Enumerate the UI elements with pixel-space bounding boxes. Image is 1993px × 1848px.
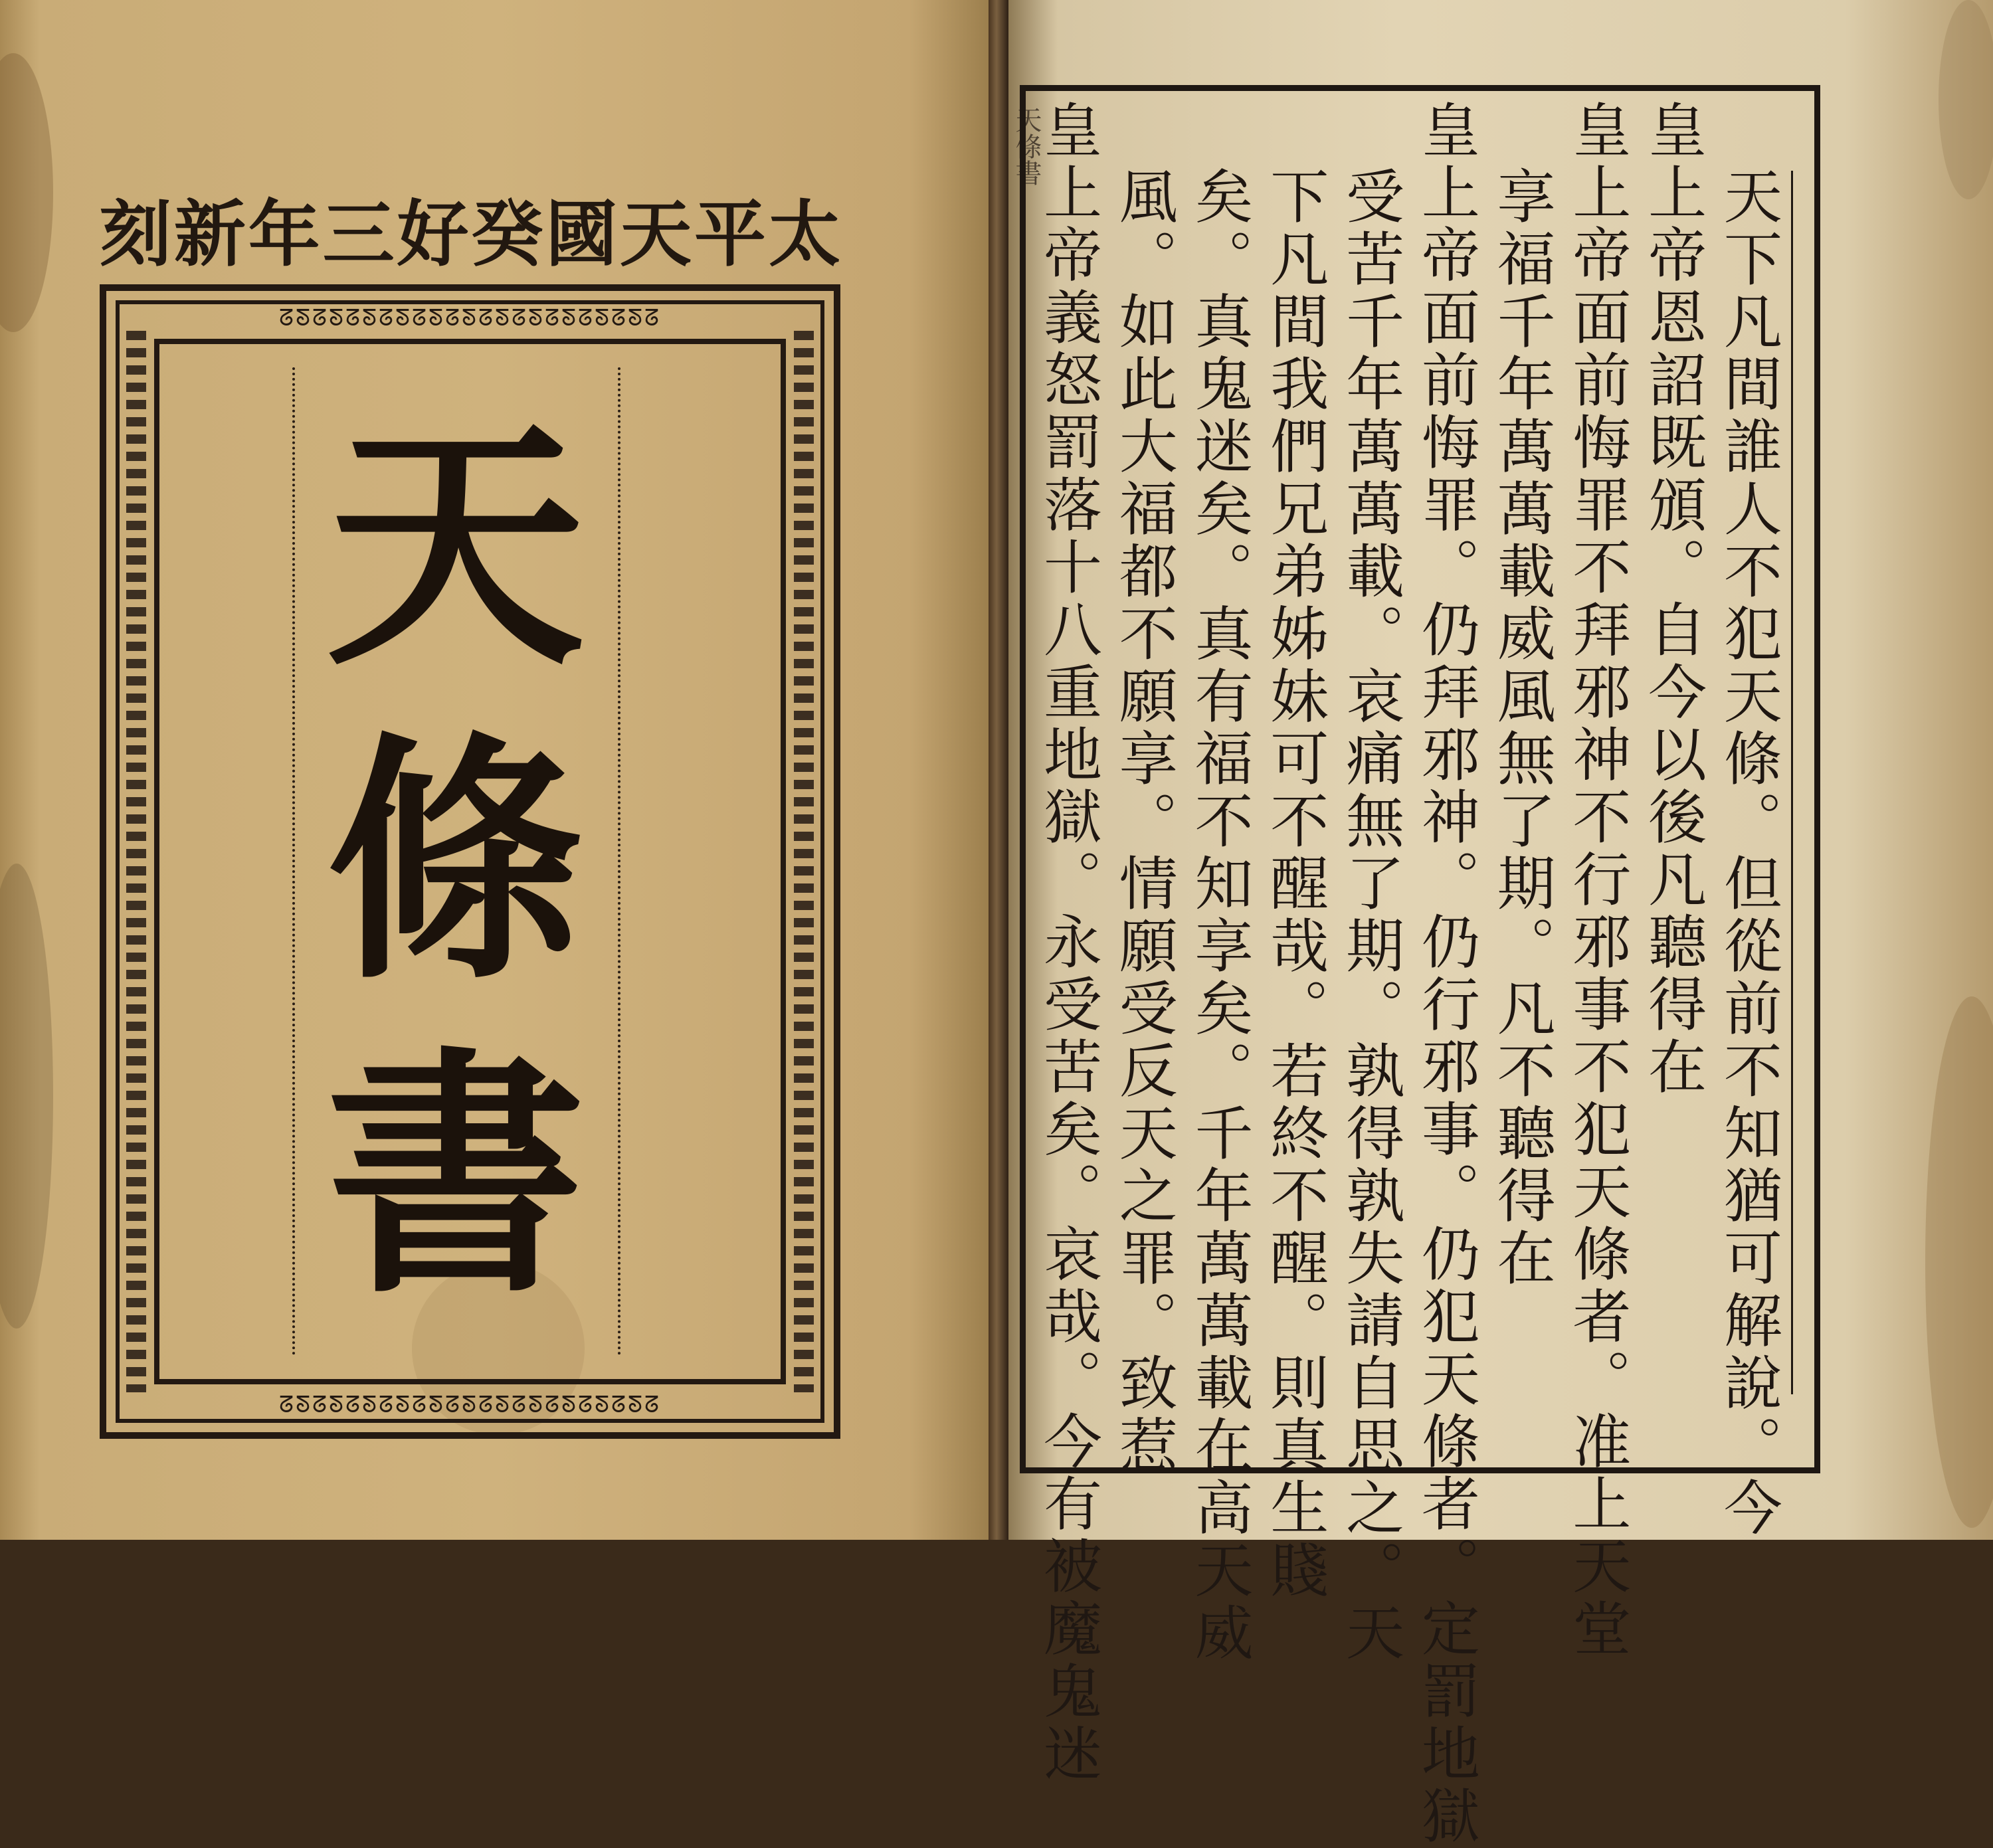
caption-char: 新 [173, 193, 246, 276]
paper-stain [1939, 0, 1993, 199]
caption-char: 國 [545, 193, 618, 276]
text-column: 享福千年萬萬載威風無了期。凡不聽得在 [1487, 166, 1557, 1290]
title-char: 條 [326, 709, 585, 1014]
cover-border-frame [100, 284, 840, 1439]
paper-stain [0, 864, 53, 1329]
text-column: 皇上帝面前悔罪不拜邪神不行邪事不犯天條者。准上天堂 [1563, 100, 1632, 1661]
inner-rule [1791, 171, 1793, 1394]
caption-char: 好 [397, 193, 469, 276]
caption-char: 天 [620, 193, 692, 276]
paper-stain [0, 53, 53, 332]
publication-caption [100, 191, 840, 278]
text-column: 風。如此大福都不願享。情願受反天之罪。致惹 [1109, 166, 1179, 1477]
caption-char: 癸 [471, 193, 543, 276]
text-column: 天下凡間誰人不犯天條。但從前不知猶可解說。今 [1714, 166, 1783, 1540]
caption-char: 刻 [100, 193, 172, 276]
text-column: 下凡間我們兄弟姊妹可不醒哉。若終不醒。則真生賤 [1261, 166, 1330, 1602]
caption-char: 年 [248, 193, 320, 276]
meander-pattern-bottom: ᘔᘕᘔᘕᘔᘕᘔᘕᘔᘕᘔᘕᘔᘕᘔᘕᘔᘕᘔᘕᘔᘕᘔ [279, 1394, 661, 1416]
cover-page [0, 0, 989, 1540]
fold-title: 天條書 [1011, 106, 1042, 186]
column-rule [618, 367, 620, 1356]
body-text [1034, 100, 1783, 1848]
frame-side-pattern [126, 331, 146, 1392]
text-column: 受苦千年萬萬載。哀痛無了期。孰得孰失請自思之。天 [1337, 166, 1406, 1665]
meander-pattern-top: ᘔᘕᘔᘕᘔᘕᘔᘕᘔᘕᘔᘕᘔᘕᘔᘕᘔᘕᘔᘕᘔᘕᘔ [279, 307, 661, 329]
cover-title [294, 391, 618, 1333]
frame-side-pattern [794, 331, 814, 1392]
caption-char: 太 [768, 193, 840, 276]
caption-char: 三 [322, 193, 395, 276]
title-char: 天 [326, 395, 585, 700]
caption-char: 平 [694, 193, 767, 276]
text-column: 皇上帝義怒罰落十八重地獄。永受苦矣。哀哉。今有被魔鬼迷 [1034, 100, 1103, 1786]
text-column: 皇上帝面前悔罪。仍拜邪神。仍行邪事。仍犯天條者。定罰地獄 [1412, 100, 1481, 1848]
book-spine [989, 0, 1008, 1540]
paper-stain [1925, 996, 1993, 1528]
text-column: 皇上帝恩詔既頒。自今以後凡聽得在 [1639, 100, 1708, 1099]
title-char: 書 [326, 1023, 585, 1328]
text-column: 矣。真鬼迷矣。真有福不知享矣。千年萬萬載在高天威 [1185, 166, 1254, 1665]
